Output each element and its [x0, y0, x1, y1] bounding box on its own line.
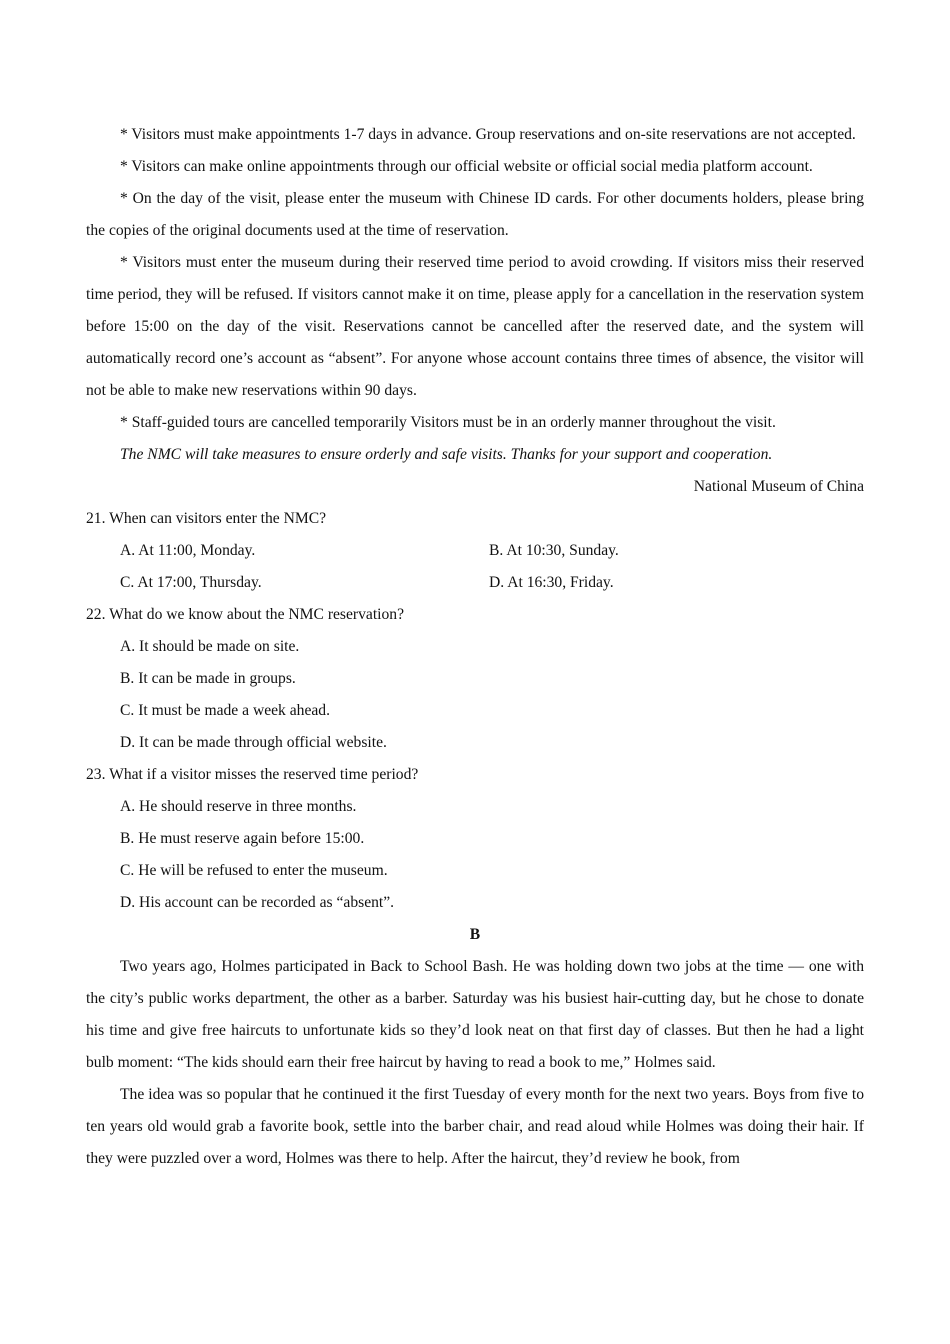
rule-advance-appointment: * Visitors must make appointments 1-7 days in advance. Group reservations and on-site reservations are not accepted. — [120, 126, 856, 143]
rule-guided-tours: * Staff-guided tours are cancelled temporarily Visitors must be in an orderly manner throughout the visit. — [120, 414, 776, 431]
question-21-option-a: A. At 11:00, Monday. — [120, 542, 256, 559]
section-b-heading: B — [469, 926, 481, 943]
question-23-option-c: C. He will be refused to enter the museum. — [120, 862, 388, 879]
notice-closing: The NMC will take measures to ensure orderly and safe visits. Thanks for your support and cooperation. — [120, 446, 773, 463]
section-b-paragraph-2: The idea was so popular that he continued it the first Tuesday of every month for the next two years. Boys from five to ten years old would grab a favorite book, settle into the barber chair, and read aloud while Holmes was doing their hair. If they were puzzled over a word, Holmes was there to help. After the haircut, they’d review he book, from — [86, 1086, 864, 1167]
question-21-option-b: B. At 10:30, Sunday. — [489, 542, 619, 559]
question-23-option-a: A. He should reserve in three months. — [120, 798, 357, 815]
question-22-stem: 22. What do we know about the NMC reservation? — [86, 606, 405, 623]
rule-id-cards: * On the day of the visit, please enter the museum with Chinese ID cards. For other documents holders, please bring the copies of the original documents used at the time of reservation. — [86, 190, 864, 239]
question-21-options-row-2 — [86, 567, 864, 599]
section-b-paragraph-1: Two years ago, Holmes participated in Back to School Bash. He was holding down two jobs at the time — one with the city’s public works department, the other as a barber. Saturday was his busiest hair-cutting day, but he chose to donate his time and give free haircuts to unfortunate kids so they’d look neat on that first day of classes. But then he had a light bulb moment: “The kids should earn their free haircut by having to read a book to me,” Holmes said. — [86, 958, 864, 1071]
question-22-option-b: B. It can be made in groups. — [120, 670, 296, 687]
question-23-stem: 23. What if a visitor misses the reserved time period? — [86, 766, 419, 783]
question-23-option-d: D. His account can be recorded as “absent”. — [120, 894, 395, 911]
question-23-option-b: B. He must reserve again before 15:00. — [120, 830, 365, 847]
rule-time-period: * Visitors must enter the museum during their reserved time period to avoid crowding. If visitors miss their reserved time period, they will be refused. If visitors cannot make it on time, please apply for a cancellation in the reservation system before 15:00 on the day of the visit. Reservations cannot be cancelled after the reserved date, and the system will automatically record one’s account as “absent”. For anyone whose account contains three times of absence, the visitor will not be able to make new reservations within 90 days. — [86, 254, 864, 399]
rule-online-appointment: * Visitors can make online appointments through our official website or official social media platform account. — [120, 158, 813, 175]
question-21-option-d: D. At 16:30, Friday. — [489, 574, 614, 591]
question-21-option-c: C. At 17:00, Thursday. — [120, 574, 262, 591]
question-22-option-a: A. It should be made on site. — [120, 638, 300, 655]
question-22-option-c: C. It must be made a week ahead. — [120, 702, 331, 719]
question-21-options-row-1 — [86, 535, 864, 567]
question-21-stem: 21. When can visitors enter the NMC? — [86, 510, 327, 527]
document-page — [86, 119, 864, 1175]
question-22-option-d: D. It can be made through official website. — [120, 734, 387, 751]
notice-signature: National Museum of China — [693, 478, 864, 495]
